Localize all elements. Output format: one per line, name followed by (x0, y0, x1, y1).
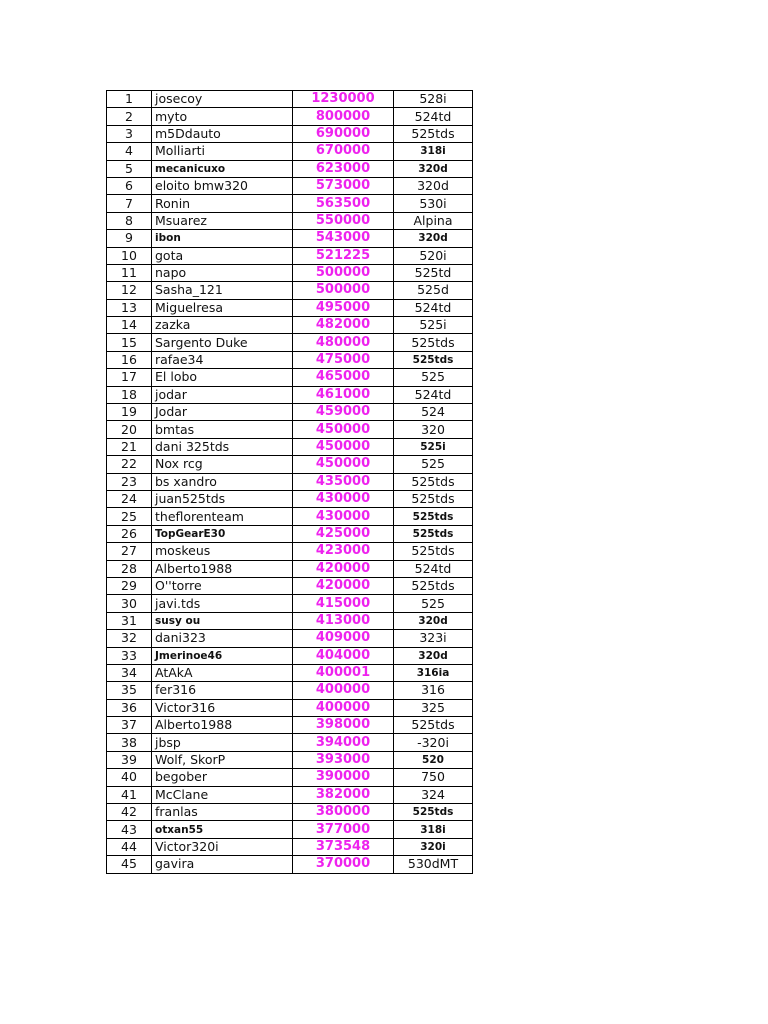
rank-cell: 27 (107, 543, 152, 560)
rank-cell: 30 (107, 595, 152, 612)
value-cell: 521225 (293, 247, 394, 264)
model-cell: 318i (394, 821, 473, 838)
model-cell: 520 (394, 751, 473, 768)
rank-cell: 28 (107, 560, 152, 577)
model-cell: 524td (394, 560, 473, 577)
rank-cell: 35 (107, 682, 152, 699)
rank-cell: 34 (107, 664, 152, 681)
name-cell: Victor320i (152, 838, 293, 855)
table-row (107, 508, 473, 525)
value-cell: 450000 (293, 438, 394, 455)
rank-cell: 40 (107, 769, 152, 786)
name-cell: josecoy (152, 91, 293, 108)
rank-cell: 14 (107, 317, 152, 334)
name-cell: javi.tds (152, 595, 293, 612)
model-cell: -320i (394, 734, 473, 751)
rank-cell: 22 (107, 456, 152, 473)
model-cell: 525i (394, 317, 473, 334)
name-cell: zazka (152, 317, 293, 334)
value-cell: 400000 (293, 682, 394, 699)
value-cell: 370000 (293, 856, 394, 873)
value-cell: 430000 (293, 508, 394, 525)
name-cell: rafae34 (152, 351, 293, 368)
value-cell: 475000 (293, 351, 394, 368)
model-cell: 520i (394, 247, 473, 264)
table-row (107, 577, 473, 594)
value-cell: 400001 (293, 664, 394, 681)
rank-cell: 20 (107, 421, 152, 438)
name-cell: Alberto1988 (152, 717, 293, 734)
name-cell: gota (152, 247, 293, 264)
ranking-body (107, 91, 473, 874)
rank-cell: 15 (107, 334, 152, 351)
value-cell: 459000 (293, 404, 394, 421)
value-cell: 1230000 (293, 91, 394, 108)
value-cell: 450000 (293, 421, 394, 438)
name-cell: m5Ddauto (152, 125, 293, 142)
model-cell: 320d (394, 160, 473, 177)
model-cell: 316 (394, 682, 473, 699)
name-cell: Jmerinoe46 (152, 647, 293, 664)
table-row (107, 108, 473, 125)
value-cell: 377000 (293, 821, 394, 838)
name-cell: Sasha_121 (152, 282, 293, 299)
rank-cell: 4 (107, 143, 152, 160)
value-cell: 461000 (293, 386, 394, 403)
rank-cell: 2 (107, 108, 152, 125)
model-cell: 524td (394, 299, 473, 316)
value-cell: 480000 (293, 334, 394, 351)
table-row (107, 630, 473, 647)
model-cell: 320d (394, 612, 473, 629)
value-cell: 400000 (293, 699, 394, 716)
model-cell: 525 (394, 456, 473, 473)
table-row (107, 369, 473, 386)
value-cell: 800000 (293, 108, 394, 125)
value-cell: 482000 (293, 317, 394, 334)
rank-cell: 21 (107, 438, 152, 455)
name-cell: susy ou (152, 612, 293, 629)
rank-cell: 16 (107, 351, 152, 368)
rank-cell: 6 (107, 177, 152, 194)
rank-cell: 31 (107, 612, 152, 629)
name-cell: AtAkA (152, 664, 293, 681)
rank-cell: 19 (107, 404, 152, 421)
rank-cell: 9 (107, 230, 152, 247)
table-row (107, 525, 473, 542)
model-cell: 525tds (394, 334, 473, 351)
table-row (107, 247, 473, 264)
model-cell: 525tds (394, 125, 473, 142)
model-cell: 525tds (394, 508, 473, 525)
table-row (107, 543, 473, 560)
name-cell: Alberto1988 (152, 560, 293, 577)
rank-cell: 3 (107, 125, 152, 142)
name-cell: Miguelresa (152, 299, 293, 316)
name-cell: McClane (152, 786, 293, 803)
name-cell: Molliarti (152, 143, 293, 160)
model-cell: 318i (394, 143, 473, 160)
name-cell: mecanicuxo (152, 160, 293, 177)
name-cell: Ronin (152, 195, 293, 212)
model-cell: 525tds (394, 351, 473, 368)
name-cell: Wolf, SkorP (152, 751, 293, 768)
name-cell: El lobo (152, 369, 293, 386)
value-cell: 390000 (293, 769, 394, 786)
table-row (107, 438, 473, 455)
table-row (107, 456, 473, 473)
name-cell: Victor316 (152, 699, 293, 716)
table-row (107, 177, 473, 194)
name-cell: eloito bmw320 (152, 177, 293, 194)
rank-cell: 38 (107, 734, 152, 751)
value-cell: 382000 (293, 786, 394, 803)
model-cell: 525tds (394, 717, 473, 734)
value-cell: 550000 (293, 212, 394, 229)
value-cell: 500000 (293, 282, 394, 299)
name-cell: moskeus (152, 543, 293, 560)
ranking-table (106, 90, 473, 874)
value-cell: 423000 (293, 543, 394, 560)
rank-cell: 26 (107, 525, 152, 542)
table-row (107, 212, 473, 229)
table-row (107, 595, 473, 612)
rank-cell: 32 (107, 630, 152, 647)
name-cell: jbsp (152, 734, 293, 751)
model-cell: 524 (394, 404, 473, 421)
rank-cell: 17 (107, 369, 152, 386)
table-row (107, 664, 473, 681)
model-cell: 524td (394, 108, 473, 125)
value-cell: 380000 (293, 804, 394, 821)
model-cell: 324 (394, 786, 473, 803)
table-row (107, 804, 473, 821)
table-row (107, 143, 473, 160)
model-cell: 530dMT (394, 856, 473, 873)
name-cell: Jodar (152, 404, 293, 421)
rank-cell: 41 (107, 786, 152, 803)
name-cell: bs xandro (152, 473, 293, 490)
table-row (107, 264, 473, 281)
name-cell: franlas (152, 804, 293, 821)
rank-cell: 12 (107, 282, 152, 299)
model-cell: Alpina (394, 212, 473, 229)
model-cell: 525tds (394, 490, 473, 507)
table-row (107, 473, 473, 490)
value-cell: 563500 (293, 195, 394, 212)
name-cell: TopGearE30 (152, 525, 293, 542)
value-cell: 500000 (293, 264, 394, 281)
model-cell: 525tds (394, 543, 473, 560)
model-cell: 325 (394, 699, 473, 716)
name-cell: otxan55 (152, 821, 293, 838)
value-cell: 409000 (293, 630, 394, 647)
table-row (107, 647, 473, 664)
rank-cell: 24 (107, 490, 152, 507)
rank-cell: 5 (107, 160, 152, 177)
model-cell: 320d (394, 177, 473, 194)
name-cell: theflorenteam (152, 508, 293, 525)
table-row (107, 91, 473, 108)
name-cell: Sargento Duke (152, 334, 293, 351)
name-cell: gavira (152, 856, 293, 873)
value-cell: 393000 (293, 751, 394, 768)
name-cell: O''torre (152, 577, 293, 594)
value-cell: 373548 (293, 838, 394, 855)
table-row (107, 160, 473, 177)
value-cell: 495000 (293, 299, 394, 316)
table-row (107, 404, 473, 421)
table-row (107, 699, 473, 716)
name-cell: dani323 (152, 630, 293, 647)
table-row (107, 334, 473, 351)
table-row (107, 125, 473, 142)
table-row (107, 769, 473, 786)
table-row (107, 317, 473, 334)
rank-cell: 43 (107, 821, 152, 838)
rank-cell: 42 (107, 804, 152, 821)
table-row (107, 612, 473, 629)
name-cell: Msuarez (152, 212, 293, 229)
rank-cell: 8 (107, 212, 152, 229)
rank-cell: 23 (107, 473, 152, 490)
name-cell: Nox rcg (152, 456, 293, 473)
rank-cell: 11 (107, 264, 152, 281)
value-cell: 420000 (293, 560, 394, 577)
model-cell: 525tds (394, 804, 473, 821)
model-cell: 750 (394, 769, 473, 786)
model-cell: 320i (394, 838, 473, 855)
value-cell: 623000 (293, 160, 394, 177)
table-row (107, 560, 473, 577)
value-cell: 404000 (293, 647, 394, 664)
value-cell: 435000 (293, 473, 394, 490)
name-cell: jodar (152, 386, 293, 403)
name-cell: fer316 (152, 682, 293, 699)
model-cell: 528i (394, 91, 473, 108)
table-row (107, 821, 473, 838)
table-row (107, 282, 473, 299)
table-row (107, 386, 473, 403)
value-cell: 394000 (293, 734, 394, 751)
value-cell: 543000 (293, 230, 394, 247)
model-cell: 530i (394, 195, 473, 212)
model-cell: 525tds (394, 473, 473, 490)
rank-cell: 29 (107, 577, 152, 594)
name-cell: begober (152, 769, 293, 786)
model-cell: 525i (394, 438, 473, 455)
table-row (107, 856, 473, 873)
value-cell: 413000 (293, 612, 394, 629)
table-row (107, 195, 473, 212)
name-cell: juan525tds (152, 490, 293, 507)
value-cell: 690000 (293, 125, 394, 142)
value-cell: 465000 (293, 369, 394, 386)
table-row (107, 717, 473, 734)
value-cell: 415000 (293, 595, 394, 612)
rank-cell: 33 (107, 647, 152, 664)
name-cell: myto (152, 108, 293, 125)
rank-cell: 44 (107, 838, 152, 855)
model-cell: 320 (394, 421, 473, 438)
model-cell: 320d (394, 647, 473, 664)
rank-cell: 10 (107, 247, 152, 264)
table-row (107, 751, 473, 768)
name-cell: bmtas (152, 421, 293, 438)
table-row (107, 734, 473, 751)
model-cell: 525tds (394, 525, 473, 542)
table-row (107, 230, 473, 247)
rank-cell: 37 (107, 717, 152, 734)
value-cell: 430000 (293, 490, 394, 507)
rank-cell: 39 (107, 751, 152, 768)
value-cell: 450000 (293, 456, 394, 473)
rank-cell: 18 (107, 386, 152, 403)
name-cell: dani 325tds (152, 438, 293, 455)
table-row (107, 490, 473, 507)
model-cell: 320d (394, 230, 473, 247)
value-cell: 420000 (293, 577, 394, 594)
model-cell: 524td (394, 386, 473, 403)
name-cell: ibon (152, 230, 293, 247)
table-row (107, 299, 473, 316)
model-cell: 525 (394, 595, 473, 612)
model-cell: 323i (394, 630, 473, 647)
table-row (107, 838, 473, 855)
table-row (107, 351, 473, 368)
rank-cell: 1 (107, 91, 152, 108)
model-cell: 525tds (394, 577, 473, 594)
name-cell: napo (152, 264, 293, 281)
rank-cell: 36 (107, 699, 152, 716)
value-cell: 425000 (293, 525, 394, 542)
table-row (107, 682, 473, 699)
table-row (107, 421, 473, 438)
rank-cell: 25 (107, 508, 152, 525)
rank-cell: 45 (107, 856, 152, 873)
model-cell: 525td (394, 264, 473, 281)
rank-cell: 13 (107, 299, 152, 316)
model-cell: 525d (394, 282, 473, 299)
model-cell: 316ia (394, 664, 473, 681)
model-cell: 525 (394, 369, 473, 386)
rank-cell: 7 (107, 195, 152, 212)
value-cell: 573000 (293, 177, 394, 194)
value-cell: 670000 (293, 143, 394, 160)
value-cell: 398000 (293, 717, 394, 734)
table-row (107, 786, 473, 803)
